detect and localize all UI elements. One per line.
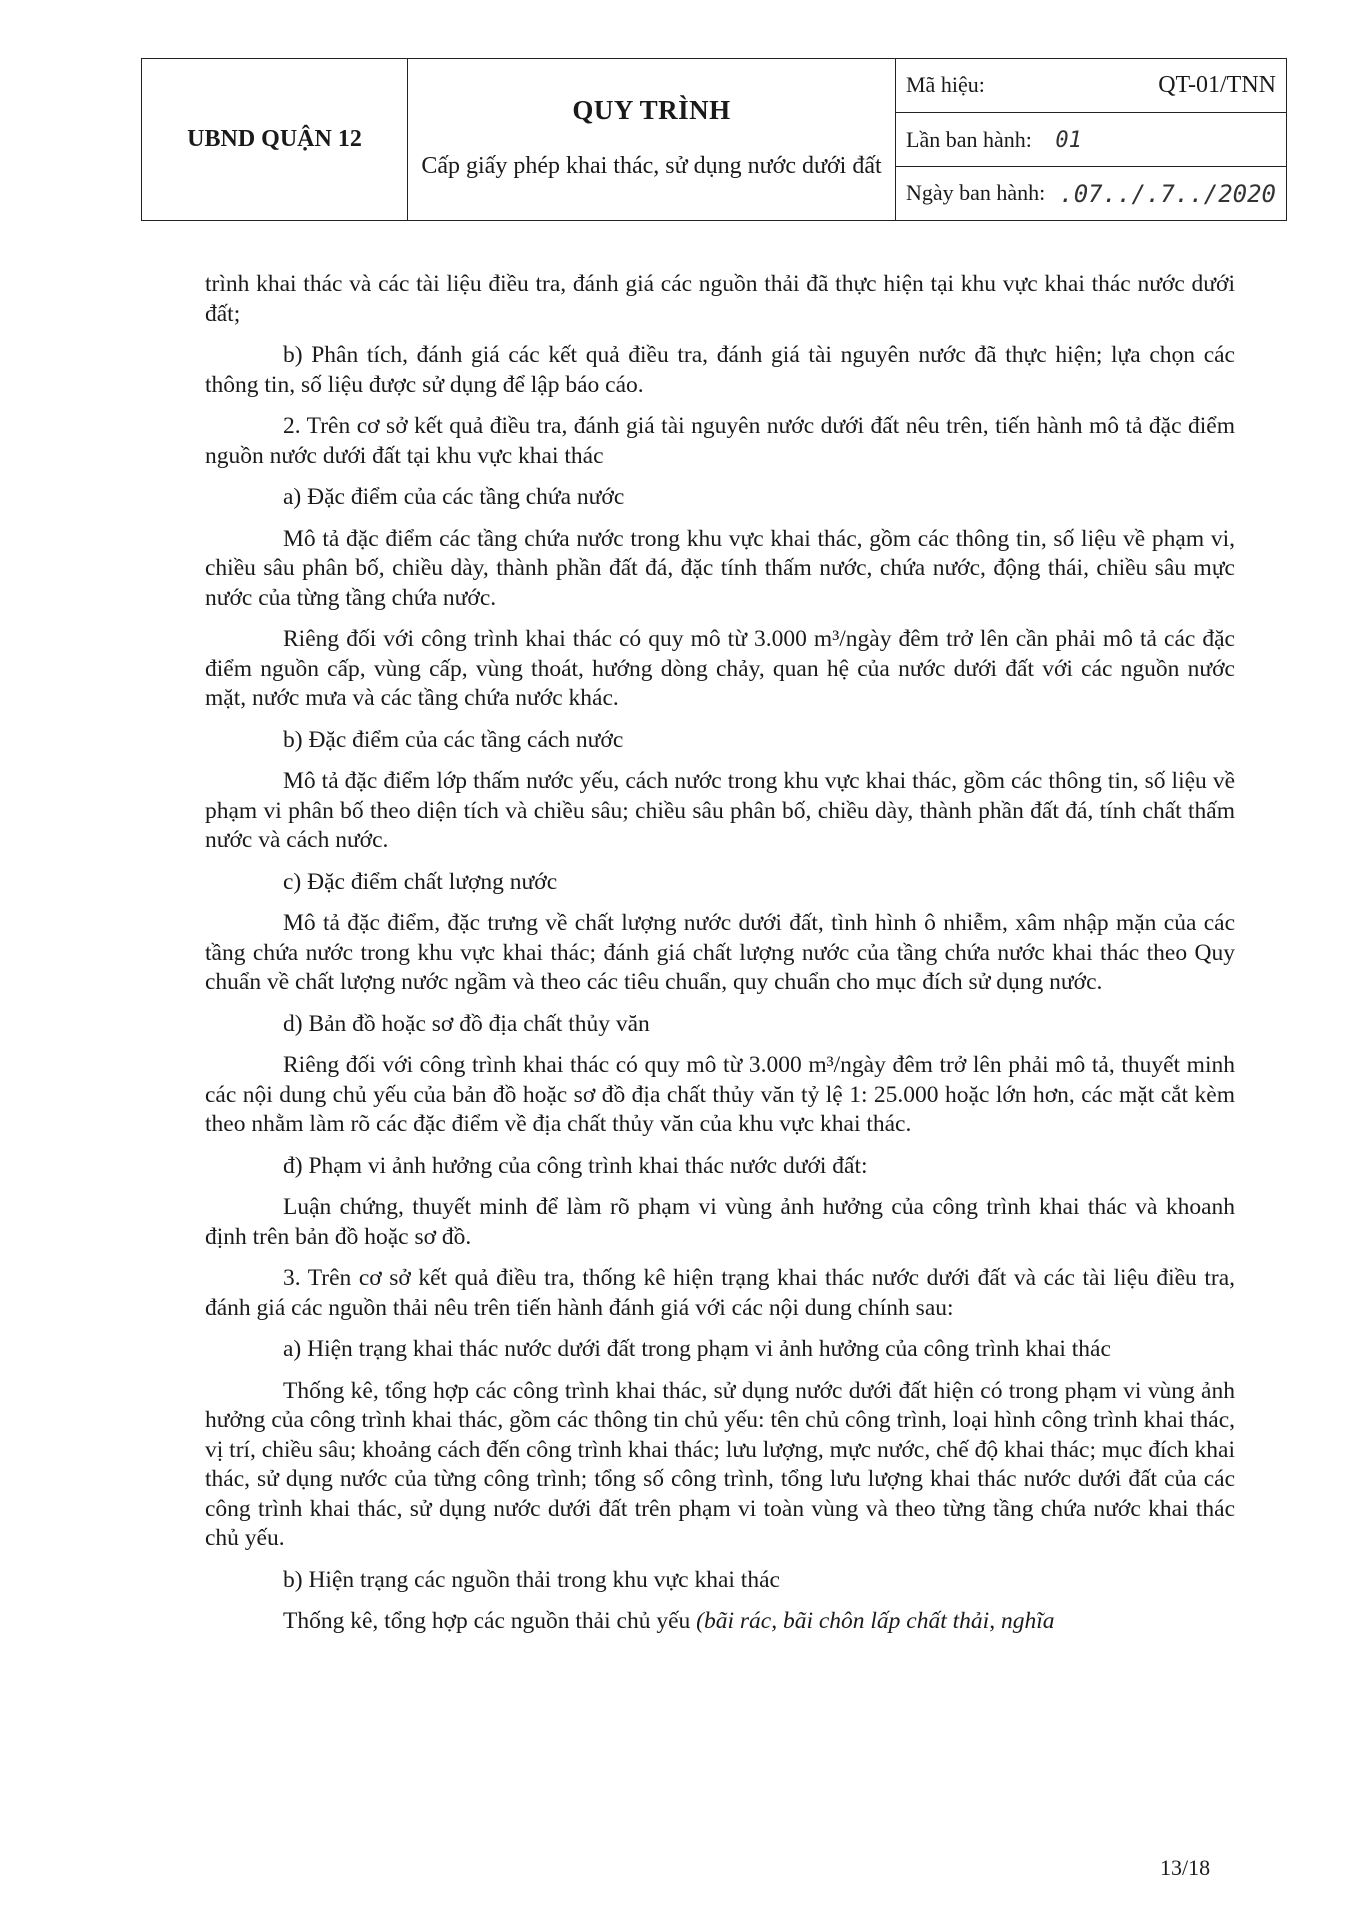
document-body	[205, 270, 1235, 1649]
paragraph-last-italic: (bãi rác, bãi chôn lấp chất thải, nghĩa	[696, 1608, 1055, 1634]
document-subtitle: Cấp giấy phép khai thác, sử dụng nước dưới đất	[421, 153, 882, 179]
issue-number-value: 01	[1055, 127, 1082, 153]
paragraph: đ) Phạm vi ảnh hưởng của công trình khai thác nước dưới đất:	[283, 1152, 868, 1179]
page-number: 13/18	[1160, 1855, 1211, 1880]
paragraph: b) Hiện trạng các nguồn thải trong khu vực khai thác	[283, 1566, 780, 1593]
organization-name: UBND QUẬN 12	[142, 59, 408, 221]
document-header	[141, 58, 1287, 221]
paragraph: d) Bản đồ hoặc sơ đồ địa chất thủy văn	[283, 1010, 650, 1037]
paragraph: Luận chứng, thuyết minh để làm rõ phạm vi vùng ảnh hưởng của công trình khai thác và khoanh định trên bản đồ hoặc sơ đồ.	[205, 1194, 1235, 1250]
paragraph-last	[205, 1607, 1235, 1637]
paragraph: Riêng đối với công trình khai thác có quy mô từ 3.000 m³/ngày đêm trở lên cần phải mô tả các đặc điểm nguồn cấp, vùng cấp, vùng thoát, hướng dòng chảy, quan hệ của nước dưới đất với các nguồn nước mặt, nước mưa và các tầng chứa nước khác.	[205, 626, 1235, 711]
paragraph: Mô tả đặc điểm lớp thấm nước yếu, cách nước trong khu vực khai thác, gồm các thông tin, số liệu về phạm vi phân bố theo diện tích và chiều sâu; chiều sâu phân bố, chiều dày, thành phần đất đá, tính chất thấm nước và cách nước.	[205, 768, 1235, 853]
document-code-label: Mã hiệu:	[906, 72, 985, 97]
paragraph: Mô tả đặc điểm, đặc trưng về chất lượng nước dưới đất, tình hình ô nhiễm, xâm nhập mặn của các tầng chứa nước trong khu vực khai thác; đánh giá chất lượng nước của tầng chứa nước khai thác theo Quy chuẩn về chất lượng nước ngầm và theo các tiêu chuẩn, quy chuẩn cho mục đích sử dụng nước.	[205, 910, 1235, 995]
paragraph: b) Đặc điểm của các tầng cách nước	[283, 726, 624, 753]
paragraph-last-lead: Thống kê, tổng hợp các nguồn thải chủ yếu	[283, 1608, 697, 1634]
paragraph: trình khai thác và các tài liệu điều tra, đánh giá các nguồn thải đã thực hiện tại khu vực khai thác nước dưới đất;	[205, 271, 1235, 327]
paragraph: 2. Trên cơ sở kết quả điều tra, đánh giá tài nguyên nước dưới đất nêu trên, tiến hành mô tả đặc điểm nguồn nước dưới đất tại khu vực khai thác	[205, 413, 1235, 469]
document-code-cell	[896, 59, 1287, 113]
issue-date-label: Ngày ban hành:	[906, 179, 1046, 205]
document-type: QUY TRÌNH	[572, 95, 731, 125]
paragraph: a) Hiện trạng khai thác nước dưới đất trong phạm vi ảnh hưởng của công trình khai thác	[283, 1336, 1111, 1362]
paragraph: Mô tả đặc điểm các tầng chứa nước trong khu vực khai thác, gồm các thông tin, số liệu về phạm vi, chiều sâu phân bố, chiều dày, thành phần đất đá, đặc tính thấm nước, chứa nước, động thái, chiều sâu mực nước của từng tầng chứa nước.	[205, 525, 1235, 611]
paragraph: b) Phân tích, đánh giá các kết quả điều tra, đánh giá tài nguyên nước đã thực hiện; lựa chọn các thông tin, số liệu được sử dụng để lập báo cáo.	[205, 342, 1235, 398]
issue-number-label: Lần ban hành:	[906, 126, 1032, 152]
paragraph: Riêng đối với công trình khai thác có quy mô từ 3.000 m³/ngày đêm trở lên phải mô tả, thuyết minh các nội dung chủ yếu của bản đồ hoặc sơ đồ địa chất thủy văn tỷ lệ 1: 25.000 hoặc lớn hơn, các mặt cắt kèm theo nhằm làm rõ các đặc điểm về địa chất thủy văn của khu vực khai thác.	[205, 1052, 1235, 1137]
paragraph: Thống kê, tổng hợp các công trình khai thác, sử dụng nước dưới đất hiện có trong phạm vi vùng ảnh hưởng của công trình khai thác, gồm các thông tin chủ yếu: tên chủ công trình, loại hình công trình khai thác, vị trí, chiều sâu; khoảng cách đến công trình khai thác; lưu lượng, mực nước, chế độ khai thác; mục đích khai thác, sử dụng nước của từng công trình; tổng số công trình, tổng lưu lượng khai thác nước dưới đất của các công trình khai thác, sử dụng nước dưới đất trên phạm vi toàn vùng và theo từng tầng chứa nước khai thác chủ yếu.	[205, 1377, 1235, 1551]
paragraph: a) Đặc điểm của các tầng chứa nước	[283, 484, 625, 510]
issue-date-cell	[896, 167, 1287, 221]
document-code-value: QT-01/TNN	[1158, 72, 1276, 98]
issue-number-cell	[896, 113, 1287, 167]
issue-date-value: .07../.7../2020	[1059, 179, 1276, 208]
paragraph: c) Đặc điểm chất lượng nước	[283, 868, 558, 895]
paragraph: 3. Trên cơ sở kết quả điều tra, thống kê hiện trạng khai thác nước dưới đất và các tài liệu điều tra, đánh giá các nguồn thải nêu trên tiến hành đánh giá với các nội dung chính sau:	[205, 1265, 1235, 1321]
title-cell	[408, 59, 896, 221]
